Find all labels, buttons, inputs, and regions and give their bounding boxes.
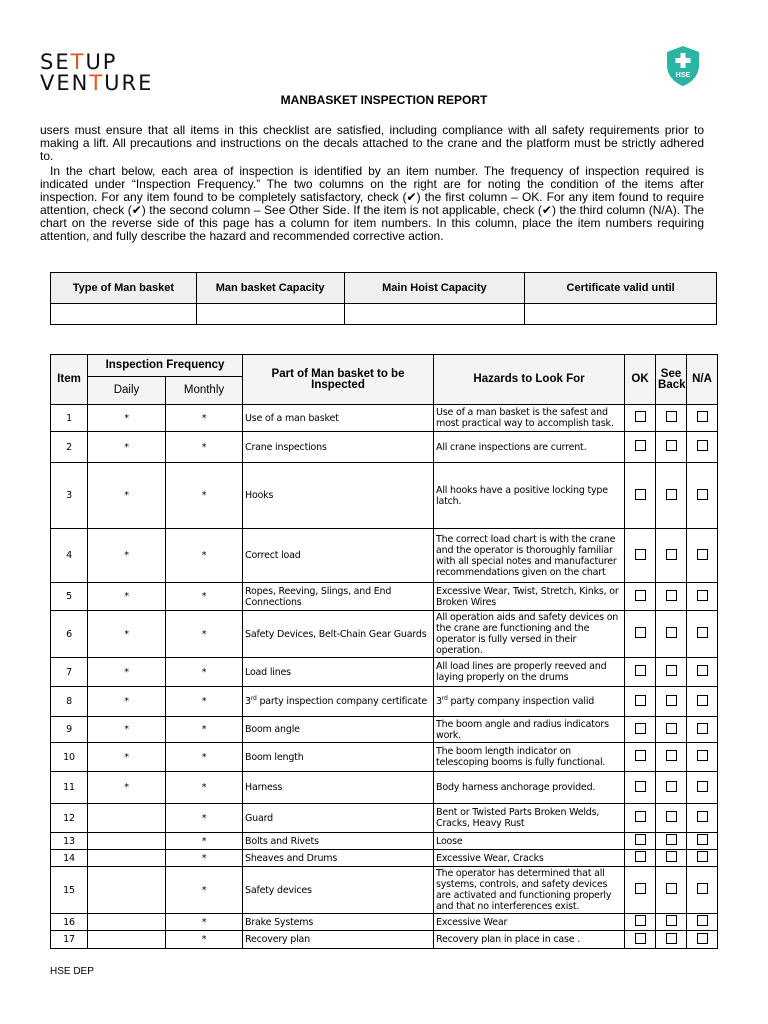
ok-cell: [625, 867, 656, 914]
na-cell: [687, 833, 718, 850]
header-see-back: See Back: [656, 355, 687, 405]
see-back-cell: [656, 463, 687, 529]
ok-cell: [625, 687, 656, 717]
monthly-frequency: *: [166, 867, 243, 914]
part-inspected: Ropes, Reeving, Slings, and End Connections: [243, 583, 434, 611]
monthly-frequency: *: [166, 463, 243, 529]
see-back-checkbox[interactable]: [666, 723, 677, 734]
checklist-row: [51, 743, 718, 772]
ok-checkbox[interactable]: [635, 883, 646, 894]
ok-cell: [625, 529, 656, 583]
part-inspected: Correct load: [243, 529, 434, 583]
na-checkbox[interactable]: [697, 489, 708, 500]
na-checkbox[interactable]: [697, 883, 708, 894]
see-back-cell: [656, 772, 687, 804]
badge-label: HSE: [675, 72, 691, 79]
monthly-frequency: *: [166, 432, 243, 463]
checklist-row: [51, 867, 718, 914]
na-cell: [687, 867, 718, 914]
see-back-cell: [656, 804, 687, 833]
part-inspected: [243, 687, 434, 717]
checklist-row: [51, 850, 718, 867]
daily-frequency: *: [88, 529, 166, 583]
see-back-checkbox[interactable]: [666, 834, 677, 845]
see-back-checkbox[interactable]: [666, 627, 677, 638]
hse-shield-icon: [665, 45, 701, 87]
daily-frequency: *: [88, 405, 166, 432]
ok-cell: [625, 658, 656, 687]
monthly-frequency: *: [166, 717, 243, 743]
ok-cell: [625, 833, 656, 850]
see-back-cell: [656, 687, 687, 717]
see-back-checkbox[interactable]: [666, 883, 677, 894]
ok-cell: [625, 772, 656, 804]
na-cell: [687, 583, 718, 611]
hazard-description: Loose: [434, 833, 625, 850]
part-inspected: Harness: [243, 772, 434, 804]
header-daily: Daily: [88, 377, 166, 405]
monthly-frequency: *: [166, 405, 243, 432]
part-inspected-ordinal-suffix: rd: [250, 694, 257, 702]
part-inspected: Safety Devices, Belt-Chain Gear Guards: [243, 611, 434, 658]
report-title: MANBASKET INSPECTION REPORT: [280, 93, 488, 107]
monthly-frequency: *: [166, 658, 243, 687]
daily-frequency: [88, 804, 166, 833]
hazard-description: The boom length indicator on telescoping booms is fully functional.: [434, 743, 625, 772]
item-number: 12: [51, 804, 88, 833]
ok-cell: [625, 804, 656, 833]
na-cell: [687, 658, 718, 687]
item-number: 5: [51, 583, 88, 611]
na-cell: [687, 804, 718, 833]
ok-cell: [625, 914, 656, 931]
see-back-cell: [656, 914, 687, 931]
ok-cell: [625, 432, 656, 463]
see-back-cell: [656, 432, 687, 463]
na-cell: [687, 931, 718, 949]
ok-cell: [625, 583, 656, 611]
hazard-description: The correct load chart is with the crane and the operator is thoroughly familiar with all special notes and manufacturer recommendations given on the chart: [434, 529, 625, 583]
ok-cell: [625, 463, 656, 529]
na-checkbox[interactable]: [697, 723, 708, 734]
see-back-checkbox[interactable]: [666, 549, 677, 560]
see-back-checkbox[interactable]: [666, 440, 677, 451]
part-inspected-text: party inspection company certificate: [256, 696, 428, 707]
see-back-cell: [656, 850, 687, 867]
na-checkbox[interactable]: [697, 695, 708, 706]
logo-line-2: VENTURE: [40, 71, 154, 95]
hazard-description: Recovery plan in place in case .: [434, 931, 625, 949]
daily-frequency: [88, 931, 166, 949]
monthly-frequency: *: [166, 583, 243, 611]
na-cell: [687, 717, 718, 743]
checklist-row: [51, 804, 718, 833]
ok-cell: [625, 717, 656, 743]
daily-frequency: [88, 914, 166, 931]
na-checkbox[interactable]: [697, 549, 708, 560]
ok-cell: [625, 850, 656, 867]
checklist-row: [51, 432, 718, 463]
na-checkbox[interactable]: [697, 590, 708, 601]
item-number: 14: [51, 850, 88, 867]
na-checkbox[interactable]: [697, 851, 708, 862]
na-checkbox[interactable]: [697, 411, 708, 422]
hazard-description: All hooks have a positive locking type latch.: [434, 463, 625, 529]
daily-frequency: *: [88, 743, 166, 772]
hazard-description: The boom angle and radius indicators work.: [434, 717, 625, 743]
ok-checkbox[interactable]: [635, 440, 646, 451]
logo-line-1: SETUP: [40, 50, 118, 74]
see-back-cell: [656, 931, 687, 949]
see-back-cell: [656, 658, 687, 687]
ok-cell: [625, 611, 656, 658]
header-certificate-valid: Certificate valid until: [525, 273, 717, 304]
ok-checkbox[interactable]: [635, 750, 646, 761]
monthly-frequency: *: [166, 743, 243, 772]
checklist-row: [51, 833, 718, 850]
see-back-checkbox[interactable]: [666, 933, 677, 944]
monthly-frequency: *: [166, 914, 243, 931]
hoist-capacity-field[interactable]: [344, 304, 525, 325]
checklist-row: [51, 658, 718, 687]
see-back-cell: [656, 717, 687, 743]
daily-frequency: [88, 867, 166, 914]
na-cell: [687, 463, 718, 529]
ok-checkbox[interactable]: [635, 411, 646, 422]
intro-text: [40, 124, 704, 243]
see-back-checkbox[interactable]: [666, 590, 677, 601]
na-cell: [687, 772, 718, 804]
see-back-checkbox[interactable]: [666, 851, 677, 862]
na-cell: [687, 743, 718, 772]
monthly-frequency: *: [166, 687, 243, 717]
checklist-row: [51, 611, 718, 658]
hazard-description: All load lines are properly reeved and laying properly on the drums: [434, 658, 625, 687]
see-back-checkbox[interactable]: [666, 665, 677, 676]
na-checkbox[interactable]: [697, 665, 708, 676]
na-checkbox[interactable]: [697, 811, 708, 822]
hazard-description: The operator has determined that all systems, controls, and safety devices are activated and functioning properly and that no interferences exist.: [434, 867, 625, 914]
checklist-row: [51, 687, 718, 717]
part-inspected: Guard: [243, 804, 434, 833]
ok-checkbox[interactable]: [635, 915, 646, 926]
ok-checkbox[interactable]: [635, 627, 646, 638]
hazard-description: [434, 687, 625, 717]
item-number: 16: [51, 914, 88, 931]
hazard-description: Excessive Wear: [434, 914, 625, 931]
ok-checkbox[interactable]: [635, 834, 646, 845]
ok-checkbox[interactable]: [635, 811, 646, 822]
hazard-description: All operation aids and safety devices on the crane are functioning and the operator is fully versed in their operation.: [434, 611, 625, 658]
header-hazards: Hazards to Look For: [434, 355, 625, 405]
company-logo: [40, 52, 153, 94]
na-checkbox[interactable]: [697, 440, 708, 451]
checklist-row: [51, 405, 718, 432]
header-inspection-frequency: Inspection Frequency: [88, 355, 243, 377]
checklist-row: [51, 529, 718, 583]
header-basket-capacity: Man basket Capacity: [196, 273, 344, 304]
part-inspected: Boom length: [243, 743, 434, 772]
daily-frequency: *: [88, 432, 166, 463]
ok-checkbox[interactable]: [635, 549, 646, 560]
see-back-checkbox[interactable]: [666, 411, 677, 422]
item-number: 3: [51, 463, 88, 529]
header-item: Item: [51, 355, 88, 405]
checklist-row: [51, 583, 718, 611]
part-inspected: Sheaves and Drums: [243, 850, 434, 867]
daily-frequency: *: [88, 717, 166, 743]
intro-paragraph-2: In the chart below, each area of inspection is identified by an item number. The frequency of inspection required is indicated under “Inspection Frequency.” The two columns on the right are for noting the condition of the items after inspection. For any item found to be completely satisfactory, check (✔) the first column – OK. For any item found to require attention, check (✔) the second column – See Other Side. If the item is not applicable, check (✔) the third column (N/A). The chart on the reverse side of this page has a column for item numbers. In this column, place the item numbers requiring attention, and fully describe the hazard and recommended corrective action.: [40, 164, 704, 243]
hazard-description: Use of a man basket is the safest and most practical way to accomplish task.: [434, 405, 625, 432]
see-back-cell: [656, 405, 687, 432]
ok-checkbox[interactable]: [635, 590, 646, 601]
part-inspected: Brake Systems: [243, 914, 434, 931]
part-inspected: Crane inspections: [243, 432, 434, 463]
hazard-description-ordinal-suffix: rd: [441, 694, 448, 702]
hazard-description: Bent or Twisted Parts Broken Welds, Cracks, Heavy Rust: [434, 804, 625, 833]
daily-frequency: *: [88, 611, 166, 658]
ok-cell: [625, 931, 656, 949]
see-back-checkbox[interactable]: [666, 915, 677, 926]
see-back-checkbox[interactable]: [666, 489, 677, 500]
item-number: 13: [51, 833, 88, 850]
item-number: 8: [51, 687, 88, 717]
header-monthly: Monthly: [166, 377, 243, 405]
ok-checkbox[interactable]: [635, 723, 646, 734]
part-inspected: Recovery plan: [243, 931, 434, 949]
monthly-frequency: *: [166, 772, 243, 804]
header-basket-type: Type of Man basket: [51, 273, 197, 304]
na-cell: [687, 432, 718, 463]
part-inspected: Load lines: [243, 658, 434, 687]
item-number: 1: [51, 405, 88, 432]
see-back-checkbox[interactable]: [666, 811, 677, 822]
daily-frequency: *: [88, 463, 166, 529]
ok-checkbox[interactable]: [635, 933, 646, 944]
na-checkbox[interactable]: [697, 834, 708, 845]
na-cell: [687, 611, 718, 658]
ok-checkbox[interactable]: [635, 851, 646, 862]
na-checkbox[interactable]: [697, 627, 708, 638]
checklist-row: [51, 772, 718, 804]
hazard-description: Excessive Wear, Twist, Stretch, Kinks, or Broken Wires: [434, 583, 625, 611]
basket-type-field[interactable]: [51, 304, 197, 325]
daily-frequency: [88, 850, 166, 867]
hazard-description-ordinal: 3: [436, 696, 442, 707]
basket-info-table: [50, 272, 717, 325]
part-inspected: Bolts and Rivets: [243, 833, 434, 850]
daily-frequency: *: [88, 687, 166, 717]
na-cell: [687, 914, 718, 931]
see-back-cell: [656, 529, 687, 583]
header-ok: OK: [625, 355, 656, 405]
see-back-cell: [656, 583, 687, 611]
ok-checkbox[interactable]: [635, 781, 646, 792]
item-number: 9: [51, 717, 88, 743]
header-hoist-capacity: Main Hoist Capacity: [344, 273, 525, 304]
footer-department: HSE DEP: [50, 966, 94, 977]
part-inspected: Use of a man basket: [243, 405, 434, 432]
daily-frequency: *: [88, 658, 166, 687]
see-back-cell: [656, 867, 687, 914]
na-checkbox[interactable]: [697, 781, 708, 792]
hazard-description: All crane inspections are current.: [434, 432, 625, 463]
part-inspected: Safety devices: [243, 867, 434, 914]
see-back-checkbox[interactable]: [666, 781, 677, 792]
checklist-row: [51, 931, 718, 949]
hazard-description-text: party company inspection valid: [447, 696, 595, 707]
ok-cell: [625, 405, 656, 432]
daily-frequency: *: [88, 772, 166, 804]
monthly-frequency: *: [166, 850, 243, 867]
item-number: 11: [51, 772, 88, 804]
see-back-checkbox[interactable]: [666, 750, 677, 761]
na-cell: [687, 850, 718, 867]
item-number: 2: [51, 432, 88, 463]
header-part-inspected: Part of Man basket to be Inspected: [243, 355, 434, 405]
ok-checkbox[interactable]: [635, 489, 646, 500]
intro-paragraph-1: users must ensure that all items in this checklist are satisfied, including compliance with all safety requirements prior to making a lift. All precautions and instructions on the decals attached to the crane and the platform must be strictly adhered to.: [40, 123, 704, 163]
monthly-frequency: *: [166, 529, 243, 583]
item-number: 4: [51, 529, 88, 583]
basket-capacity-field[interactable]: [196, 304, 344, 325]
monthly-frequency: *: [166, 611, 243, 658]
ok-checkbox[interactable]: [635, 665, 646, 676]
item-number: 10: [51, 743, 88, 772]
na-checkbox[interactable]: [697, 750, 708, 761]
part-inspected: Boom angle: [243, 717, 434, 743]
item-number: 15: [51, 867, 88, 914]
na-checkbox[interactable]: [697, 915, 708, 926]
see-back-checkbox[interactable]: [666, 695, 677, 706]
see-back-cell: [656, 833, 687, 850]
na-cell: [687, 687, 718, 717]
monthly-frequency: *: [166, 804, 243, 833]
na-cell: [687, 405, 718, 432]
see-back-cell: [656, 743, 687, 772]
daily-frequency: [88, 833, 166, 850]
na-cell: [687, 529, 718, 583]
item-number: 17: [51, 931, 88, 949]
ok-cell: [625, 743, 656, 772]
hazard-description: Body harness anchorage provided.: [434, 772, 625, 804]
certificate-valid-field[interactable]: [525, 304, 717, 325]
daily-frequency: *: [88, 583, 166, 611]
hazard-description: Excessive Wear, Cracks: [434, 850, 625, 867]
see-back-cell: [656, 611, 687, 658]
header-na: N/A: [687, 355, 718, 405]
part-inspected-ordinal: 3: [245, 696, 251, 707]
monthly-frequency: *: [166, 833, 243, 850]
ok-checkbox[interactable]: [635, 695, 646, 706]
checklist-row: [51, 914, 718, 931]
inspection-checklist-table: [50, 354, 718, 949]
checklist-row: [51, 717, 718, 743]
checklist-row: [51, 463, 718, 529]
na-checkbox[interactable]: [697, 933, 708, 944]
item-number: 7: [51, 658, 88, 687]
item-number: 6: [51, 611, 88, 658]
part-inspected: Hooks: [243, 463, 434, 529]
monthly-frequency: *: [166, 931, 243, 949]
